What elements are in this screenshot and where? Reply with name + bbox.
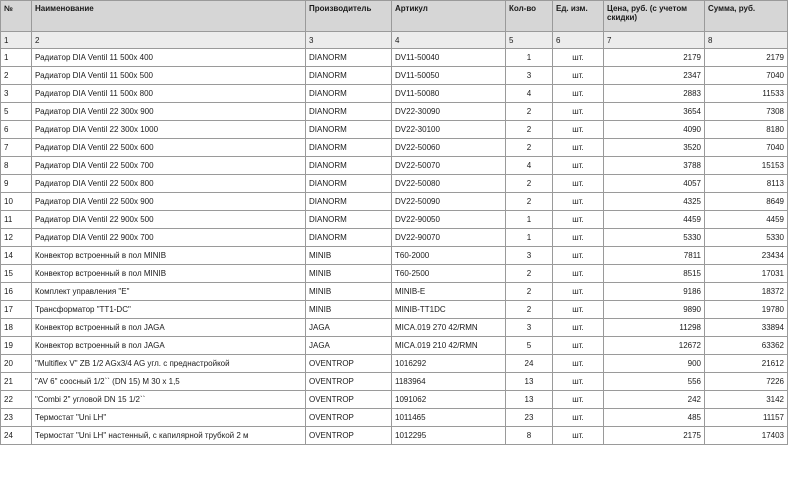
item-sku: MINIB-TT1DC [392,301,506,319]
item-price: 2883 [604,85,705,103]
item-qty: 4 [506,157,553,175]
index-cell: 5 [506,32,553,49]
item-price: 3788 [604,157,705,175]
row-number: 18 [1,319,32,337]
item-name: Радиатор DIA Ventil 22 500х 700 [32,157,306,175]
item-name: Комплект управления "E" [32,283,306,301]
item-sku: MICA.019 210 42/RMN [392,337,506,355]
header-maker: Производитель [306,1,392,32]
item-sum: 7040 [705,67,788,85]
item-sum: 7226 [705,373,788,391]
item-name: Радиатор DIA Ventil 22 300х 1000 [32,121,306,139]
item-maker: OVENTROP [306,409,392,427]
item-sku: DV22-30090 [392,103,506,121]
item-sku: 1012295 [392,427,506,445]
row-number: 5 [1,103,32,121]
item-maker: DIANORM [306,193,392,211]
header-name: Наименование [32,1,306,32]
item-sum: 23434 [705,247,788,265]
item-maker: MINIB [306,301,392,319]
item-maker: OVENTROP [306,427,392,445]
table-row [1,373,788,391]
item-unit: шт. [553,373,604,391]
row-number: 15 [1,265,32,283]
item-maker: MINIB [306,265,392,283]
item-unit: шт. [553,391,604,409]
item-sku: T60-2500 [392,265,506,283]
item-sum: 5330 [705,229,788,247]
item-unit: шт. [553,175,604,193]
item-qty: 2 [506,283,553,301]
item-sum: 63362 [705,337,788,355]
item-maker: DIANORM [306,211,392,229]
item-name: "Multiflex V" ZB 1/2 AGx3/4 AG угл. с преднастройкой [32,355,306,373]
index-cell: 1 [1,32,32,49]
item-qty: 5 [506,337,553,355]
item-price: 242 [604,391,705,409]
item-price: 9890 [604,301,705,319]
index-cell: 3 [306,32,392,49]
item-sku: DV22-50060 [392,139,506,157]
item-sku: DV11-50040 [392,49,506,67]
table-row [1,193,788,211]
item-sum: 21612 [705,355,788,373]
item-price: 2179 [604,49,705,67]
item-qty: 13 [506,391,553,409]
item-maker: DIANORM [306,139,392,157]
item-name: Радиатор DIA Ventil 11 500х 500 [32,67,306,85]
table-row [1,139,788,157]
item-sku: DV22-90050 [392,211,506,229]
item-unit: шт. [553,67,604,85]
item-price: 8515 [604,265,705,283]
item-qty: 3 [506,319,553,337]
item-price: 2175 [604,427,705,445]
item-unit: шт. [553,211,604,229]
item-sum: 7308 [705,103,788,121]
row-number: 9 [1,175,32,193]
item-maker: JAGA [306,319,392,337]
item-name: Радиатор DIA Ventil 22 500х 900 [32,193,306,211]
column-index-row [1,32,788,49]
item-sku: DV22-90070 [392,229,506,247]
index-cell: 7 [604,32,705,49]
item-maker: DIANORM [306,175,392,193]
item-maker: DIANORM [306,85,392,103]
table-row [1,85,788,103]
item-unit: шт. [553,319,604,337]
item-sku: MINIB-E [392,283,506,301]
row-number: 22 [1,391,32,409]
item-sum: 11533 [705,85,788,103]
item-name: Радиатор DIA Ventil 11 500х 400 [32,49,306,67]
row-number: 21 [1,373,32,391]
item-unit: шт. [553,85,604,103]
item-unit: шт. [553,157,604,175]
item-name: Конвектор встроенный в пол JAGA [32,319,306,337]
item-unit: шт. [553,301,604,319]
table-row [1,265,788,283]
row-number: 17 [1,301,32,319]
item-unit: шт. [553,121,604,139]
row-number: 20 [1,355,32,373]
item-qty: 1 [506,49,553,67]
item-sku: 1091062 [392,391,506,409]
item-price: 9186 [604,283,705,301]
table-row [1,49,788,67]
table-row [1,355,788,373]
item-unit: шт. [553,139,604,157]
item-unit: шт. [553,283,604,301]
table-row [1,319,788,337]
item-price: 5330 [604,229,705,247]
item-sum: 11157 [705,409,788,427]
item-sku: 1183964 [392,373,506,391]
item-qty: 1 [506,211,553,229]
index-cell: 6 [553,32,604,49]
item-sum: 2179 [705,49,788,67]
index-cell: 8 [705,32,788,49]
item-name: "Combi 2" угловой DN 15 1/2`` [32,391,306,409]
row-number: 6 [1,121,32,139]
item-name: Конвектор встроенный в пол JAGA [32,337,306,355]
table-row [1,67,788,85]
item-unit: шт. [553,265,604,283]
item-qty: 4 [506,85,553,103]
item-maker: DIANORM [306,229,392,247]
table-row [1,229,788,247]
table-row [1,175,788,193]
item-name: Радиатор DIA Ventil 22 900х 500 [32,211,306,229]
item-qty: 2 [506,193,553,211]
item-maker: JAGA [306,337,392,355]
row-number: 23 [1,409,32,427]
item-sku: DV22-50070 [392,157,506,175]
item-unit: шт. [553,193,604,211]
item-qty: 2 [506,301,553,319]
item-maker: DIANORM [306,67,392,85]
table-row [1,337,788,355]
header-price: Цена, руб. (с учетом скидки) [604,1,705,32]
item-sum: 17403 [705,427,788,445]
table-row [1,283,788,301]
item-sum: 18372 [705,283,788,301]
item-price: 4090 [604,121,705,139]
header-unit: Ед. изм. [553,1,604,32]
item-maker: DIANORM [306,49,392,67]
item-price: 4057 [604,175,705,193]
header-sku: Артикул [392,1,506,32]
item-qty: 8 [506,427,553,445]
item-sum: 4459 [705,211,788,229]
table-row [1,427,788,445]
item-name: Конвектор встроенный в пол MINIB [32,247,306,265]
item-name: Термостат "Uni LH" настенный, с капилярной трубкой 2 м [32,427,306,445]
item-maker: DIANORM [306,121,392,139]
item-sum: 8649 [705,193,788,211]
item-qty: 24 [506,355,553,373]
row-number: 14 [1,247,32,265]
item-unit: шт. [553,49,604,67]
item-unit: шт. [553,355,604,373]
item-sum: 7040 [705,139,788,157]
item-qty: 23 [506,409,553,427]
item-price: 3654 [604,103,705,121]
item-price: 556 [604,373,705,391]
row-number: 12 [1,229,32,247]
item-name: Трансформатор "TT1-DC" [32,301,306,319]
item-sum: 33894 [705,319,788,337]
index-cell: 4 [392,32,506,49]
item-sku: MICA.019 270 42/RMN [392,319,506,337]
item-price: 7811 [604,247,705,265]
item-unit: шт. [553,229,604,247]
item-price: 4459 [604,211,705,229]
row-number: 3 [1,85,32,103]
item-sum: 15153 [705,157,788,175]
item-maker: MINIB [306,283,392,301]
item-unit: шт. [553,337,604,355]
item-price: 11298 [604,319,705,337]
item-sku: DV11-50050 [392,67,506,85]
row-number: 11 [1,211,32,229]
item-maker: DIANORM [306,157,392,175]
item-sku: 1011465 [392,409,506,427]
item-sum: 3142 [705,391,788,409]
item-name: Радиатор DIA Ventil 22 500х 600 [32,139,306,157]
row-number: 24 [1,427,32,445]
item-sku: DV22-30100 [392,121,506,139]
item-name: Радиатор DIA Ventil 22 300х 900 [32,103,306,121]
item-qty: 2 [506,121,553,139]
item-sku: 1016292 [392,355,506,373]
row-number: 1 [1,49,32,67]
item-qty: 3 [506,67,553,85]
header-qty: Кол-во [506,1,553,32]
item-sku: T60-2000 [392,247,506,265]
item-name: Термостат "Uni LH" [32,409,306,427]
item-maker: OVENTROP [306,373,392,391]
item-name: Радиатор DIA Ventil 11 500х 800 [32,85,306,103]
header-sum: Сумма, руб. [705,1,788,32]
item-name: Радиатор DIA Ventil 22 500х 800 [32,175,306,193]
item-qty: 2 [506,265,553,283]
item-unit: шт. [553,247,604,265]
row-number: 7 [1,139,32,157]
item-sum: 8113 [705,175,788,193]
item-price: 485 [604,409,705,427]
item-maker: MINIB [306,247,392,265]
item-name: Конвектор встроенный в пол MINIB [32,265,306,283]
header-row [1,1,788,32]
item-unit: шт. [553,103,604,121]
item-maker: OVENTROP [306,355,392,373]
item-sum: 19780 [705,301,788,319]
item-maker: DIANORM [306,103,392,121]
item-sku: DV22-50080 [392,175,506,193]
item-sku: DV22-50090 [392,193,506,211]
item-qty: 13 [506,373,553,391]
item-price: 3520 [604,139,705,157]
table-row [1,103,788,121]
table-row [1,409,788,427]
item-qty: 2 [506,139,553,157]
item-price: 900 [604,355,705,373]
row-number: 19 [1,337,32,355]
index-cell: 2 [32,32,306,49]
table-row [1,247,788,265]
item-sum: 8180 [705,121,788,139]
table-row [1,301,788,319]
item-name: Радиатор DIA Ventil 22 900х 700 [32,229,306,247]
item-price: 4325 [604,193,705,211]
table-row [1,391,788,409]
item-price: 2347 [604,67,705,85]
item-unit: шт. [553,427,604,445]
header-num: № [1,1,32,32]
row-number: 10 [1,193,32,211]
table-row [1,121,788,139]
row-number: 16 [1,283,32,301]
table-row [1,157,788,175]
row-number: 8 [1,157,32,175]
item-qty: 1 [506,229,553,247]
item-qty: 2 [506,175,553,193]
item-unit: шт. [553,409,604,427]
item-sku: DV11-50080 [392,85,506,103]
table-row [1,211,788,229]
item-qty: 3 [506,247,553,265]
item-price: 12672 [604,337,705,355]
item-sum: 17031 [705,265,788,283]
item-maker: OVENTROP [306,391,392,409]
item-name: "AV 6" соосный 1/2`` (DN 15) M 30 х 1,5 [32,373,306,391]
row-number: 2 [1,67,32,85]
item-qty: 2 [506,103,553,121]
